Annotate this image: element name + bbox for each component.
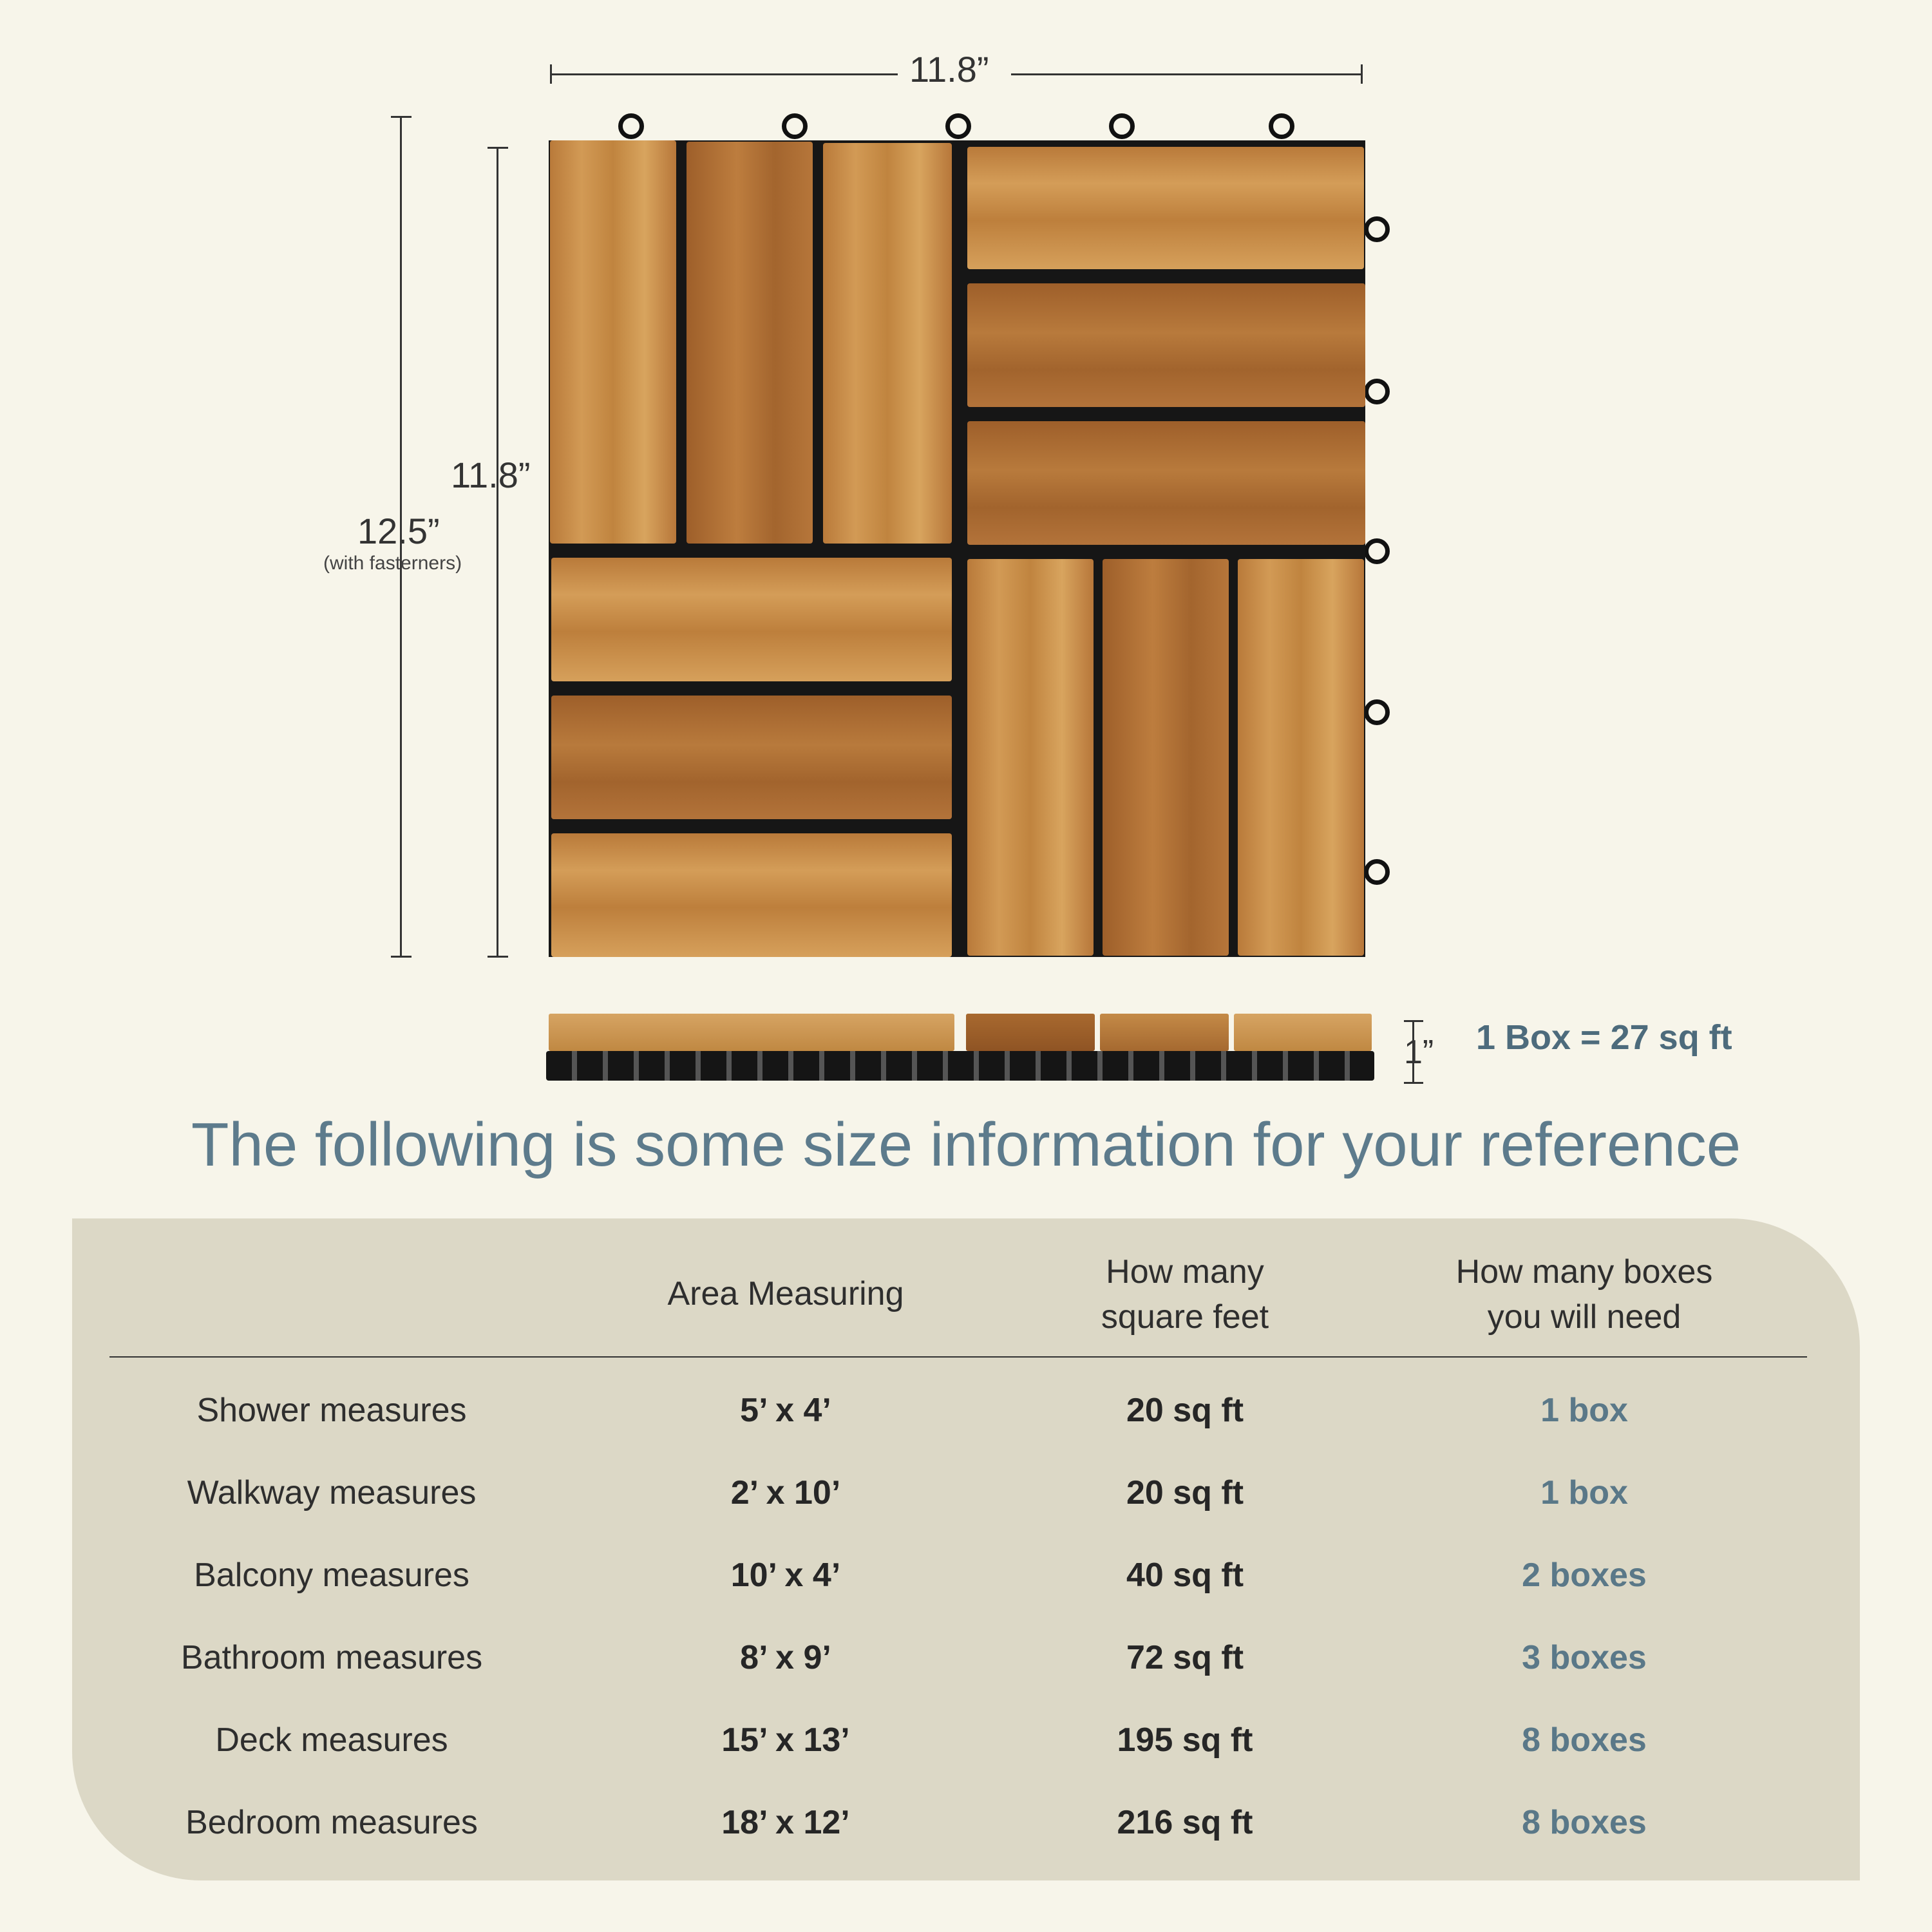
wood-plank: [550, 140, 676, 544]
fastener-clip: [1269, 113, 1294, 139]
width-dimension-line: [1011, 73, 1363, 75]
height-with-fasteners-label: 12.5”: [357, 511, 440, 551]
height-with-fasteners-tick: [391, 116, 412, 118]
wood-plank: [551, 558, 952, 681]
row-boxes: 1 box: [1540, 1392, 1628, 1429]
row-area: 8’ x 9’: [740, 1639, 831, 1676]
height-dimension-tick: [488, 956, 508, 958]
wood-plank: [823, 143, 952, 544]
height-with-fasteners-tick: [391, 956, 412, 958]
row-boxes: 1 box: [1540, 1474, 1628, 1511]
header-boxes-line1: How many boxes: [1455, 1253, 1713, 1291]
row-sqft: 20 sq ft: [1126, 1474, 1244, 1511]
row-sqft: 20 sq ft: [1126, 1392, 1244, 1429]
table-row: [0, 1385, 1932, 1436]
row-sqft: 72 sq ft: [1126, 1639, 1244, 1676]
row-label: Walkway measures: [187, 1474, 477, 1511]
row-area: 18’ x 12’: [721, 1804, 850, 1841]
side-profile-base-grid: [546, 1051, 1374, 1081]
header-area-text: Area Measuring: [667, 1275, 904, 1312]
fastener-clip: [1364, 538, 1390, 564]
fastener-clip: [618, 113, 644, 139]
box-coverage-note: 1 Box = 27 sq ft: [1476, 1018, 1732, 1057]
fastener-clip: [1364, 216, 1390, 242]
row-boxes: 8 boxes: [1522, 1804, 1647, 1841]
thickness-label: 1”: [1404, 1034, 1434, 1071]
row-label: Deck measures: [215, 1721, 448, 1759]
table-header-divider: [109, 1356, 1807, 1358]
fastener-clip: [1109, 113, 1135, 139]
header-square-feet: [979, 1249, 1391, 1340]
width-dimension-line: [550, 73, 898, 75]
thickness-dimension-tick: [1404, 1020, 1423, 1022]
row-area: 5’ x 4’: [740, 1392, 831, 1429]
table-row: [0, 1632, 1932, 1683]
header-boxes-line2: you will need: [1487, 1298, 1681, 1336]
fastener-clip: [1364, 699, 1390, 725]
table-row: [0, 1797, 1932, 1848]
row-label: Balcony measures: [194, 1557, 469, 1594]
fastener-clip: [782, 113, 808, 139]
header-sqft-line2: square feet: [1101, 1298, 1269, 1336]
width-dimension-tick: [1361, 64, 1363, 84]
fastener-clip: [1364, 859, 1390, 885]
row-area: 10’ x 4’: [730, 1557, 841, 1594]
row-sqft: 40 sq ft: [1126, 1557, 1244, 1594]
height-label: 11.8”: [451, 455, 531, 495]
header-boxes-needed: [1378, 1249, 1790, 1340]
deck-tile-top-view: [549, 140, 1365, 957]
row-boxes: 8 boxes: [1522, 1721, 1647, 1759]
wood-plank: [1103, 559, 1229, 956]
page-headline: The following is some size information for your reference: [191, 1110, 1741, 1179]
fastener-clip: [945, 113, 971, 139]
side-profile-plank: [549, 1014, 954, 1051]
row-area: 15’ x 13’: [721, 1721, 850, 1759]
wood-plank: [967, 283, 1365, 407]
wood-plank: [687, 142, 813, 544]
table-row: [0, 1549, 1932, 1601]
row-sqft: 195 sq ft: [1117, 1721, 1253, 1759]
table-row: [0, 1467, 1932, 1519]
header-area-measuring: [580, 1271, 992, 1316]
row-boxes: 2 boxes: [1522, 1557, 1647, 1594]
side-profile-plank: [1234, 1014, 1372, 1051]
row-sqft: 216 sq ft: [1117, 1804, 1253, 1841]
row-label: Shower measures: [196, 1392, 467, 1429]
side-profile-plank: [966, 1014, 1095, 1051]
width-dimension-tick: [550, 64, 552, 84]
side-profile-plank: [1100, 1014, 1229, 1051]
row-boxes: 3 boxes: [1522, 1639, 1647, 1676]
height-dimension-tick: [488, 147, 508, 149]
wood-plank: [967, 559, 1094, 956]
height-with-fasteners-note: (with fasterners): [323, 553, 462, 574]
wood-plank: [1238, 559, 1364, 956]
table-row: [0, 1714, 1932, 1766]
wood-plank: [967, 421, 1365, 545]
thickness-dimension-tick: [1404, 1082, 1423, 1084]
row-area: 2’ x 10’: [730, 1474, 841, 1511]
row-label: Bathroom measures: [180, 1639, 483, 1676]
header-sqft-line1: How many: [1106, 1253, 1264, 1291]
wood-plank: [551, 833, 952, 957]
height-dimension-line: [497, 147, 498, 957]
wood-plank: [551, 696, 952, 819]
wood-plank: [967, 147, 1364, 269]
fastener-clip: [1364, 379, 1390, 404]
width-label: 11.8”: [909, 49, 989, 90]
row-label: Bedroom measures: [185, 1804, 478, 1841]
